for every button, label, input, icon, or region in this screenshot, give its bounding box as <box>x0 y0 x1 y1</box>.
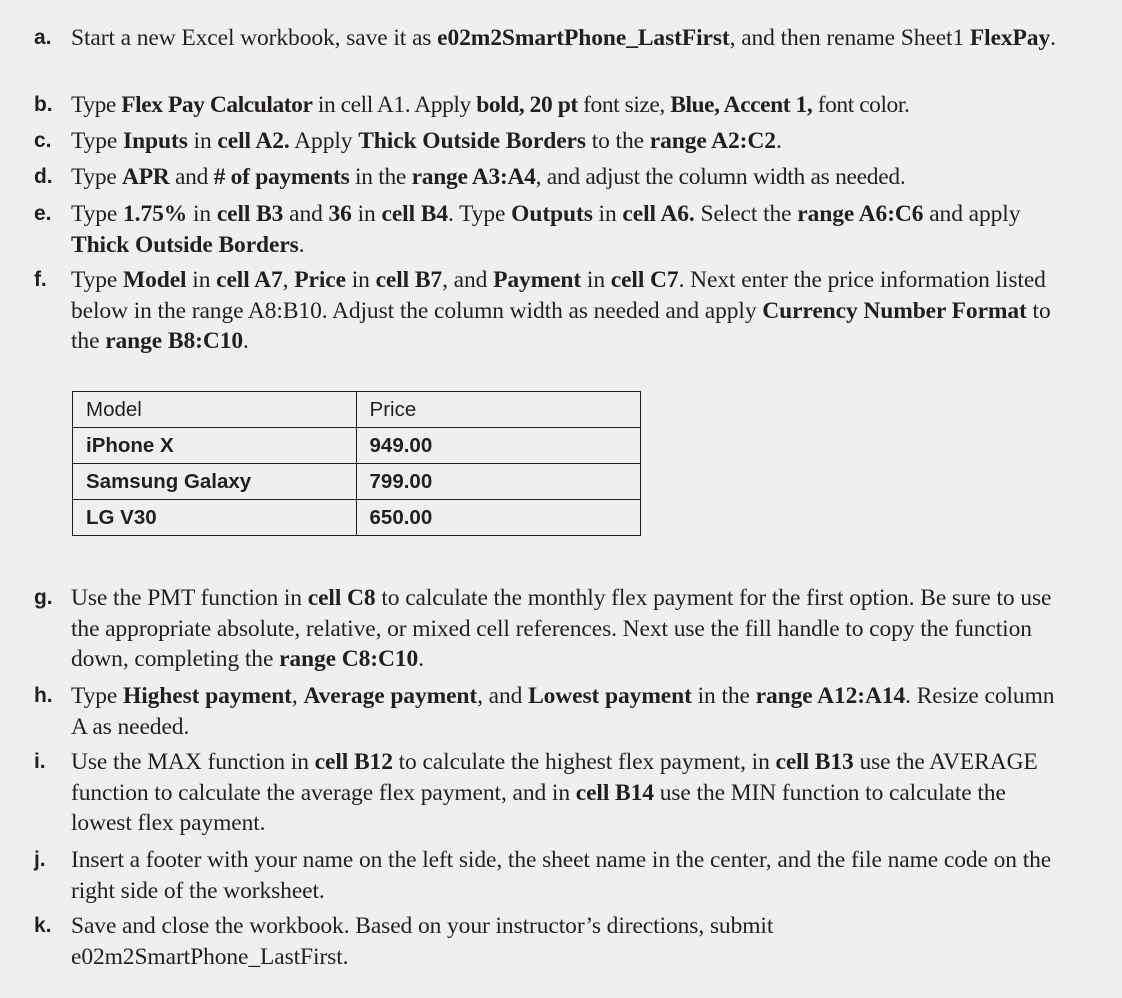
step-label: k. <box>34 914 52 937</box>
step-label: i. <box>34 750 46 773</box>
model-cell: Samsung Galaxy <box>73 464 357 500</box>
model-cell: iPhone X <box>73 428 357 464</box>
step-label: e. <box>34 202 52 225</box>
step-text: Type 1.75% in cell B3 and 36 in cell B4. Type Outputs in cell A6. Select the range A6:C6 and apply Thick Outside Borders. <box>71 201 1021 258</box>
price-cell: 799.00 <box>356 464 640 500</box>
table-row <box>73 428 641 464</box>
model-cell: LG V30 <box>73 500 357 536</box>
step-c <box>34 126 1064 157</box>
step-label: g. <box>34 586 53 609</box>
step-d <box>34 162 1064 193</box>
step-b <box>34 90 1064 121</box>
step-text: Insert a footer with your name on the left side, the sheet name in the center, and the file name code on the right side of the worksheet. <box>71 847 1052 904</box>
step-text: Use the MAX function in cell B12 to calculate the highest flex payment, in cell B13 use the AVERAGE function to calculate the average flex payment, and in cell B14 use the MIN function to calculate the lowest flex payment. <box>71 749 1038 836</box>
table-row <box>73 500 641 536</box>
price-table <box>72 391 641 536</box>
price-cell: 650.00 <box>356 500 640 536</box>
step-label: b. <box>34 93 53 116</box>
step-k <box>34 911 874 972</box>
step-label: a. <box>34 26 52 49</box>
step-text: Type APR and # of payments in the range A3:A4, and adjust the column width as needed. <box>71 164 906 190</box>
step-label: c. <box>34 129 52 152</box>
step-label: d. <box>34 165 53 188</box>
step-f <box>34 265 1064 357</box>
step-label: h. <box>34 684 53 707</box>
step-j <box>34 845 1064 906</box>
step-text: Type Inputs in cell A2. Apply Thick Outside Borders to the range A2:C2. <box>71 128 782 154</box>
table-row <box>73 464 641 500</box>
step-h <box>34 681 1064 742</box>
step-text: Type Model in cell A7, Price in cell B7, and Payment in cell C7. Next enter the price information listed below in the range A8:B10. Adjust the column width as needed and apply Currency Number Format to the range B8:C10. <box>71 267 1051 354</box>
step-text: Use the PMT function in cell C8 to calculate the monthly flex payment for the first option. Be sure to use the appropriate absolute, relative, or mixed cell references. Next use the fill handle to copy the function down, completing the range C8:C10. <box>71 585 1052 672</box>
header-cell-model: Model <box>73 392 357 428</box>
step-label: j. <box>34 848 46 871</box>
header-cell-price: Price <box>356 392 640 428</box>
price-cell: 949.00 <box>356 428 640 464</box>
step-text: Start a new Excel workbook, save it as e02m2SmartPhone_LastFirst, and then rename Sheet1 FlexPay. <box>71 25 1056 51</box>
step-label: f. <box>34 268 47 291</box>
step-text: Type Flex Pay Calculator in cell A1. Apply bold, 20 pt font size, Blue, Accent 1, font color. <box>71 92 910 118</box>
step-text: Save and close the workbook. Based on your instructor’s directions, submit e02m2SmartPhone_LastFirst. <box>71 913 774 970</box>
step-g <box>34 583 1064 675</box>
step-i <box>34 747 1064 839</box>
table-header-row <box>73 392 641 428</box>
step-a <box>34 23 1064 54</box>
step-e <box>34 199 1064 260</box>
step-text: Type Highest payment, Average payment, and Lowest payment in the range A12:A14. Resize column A as needed. <box>71 683 1055 740</box>
